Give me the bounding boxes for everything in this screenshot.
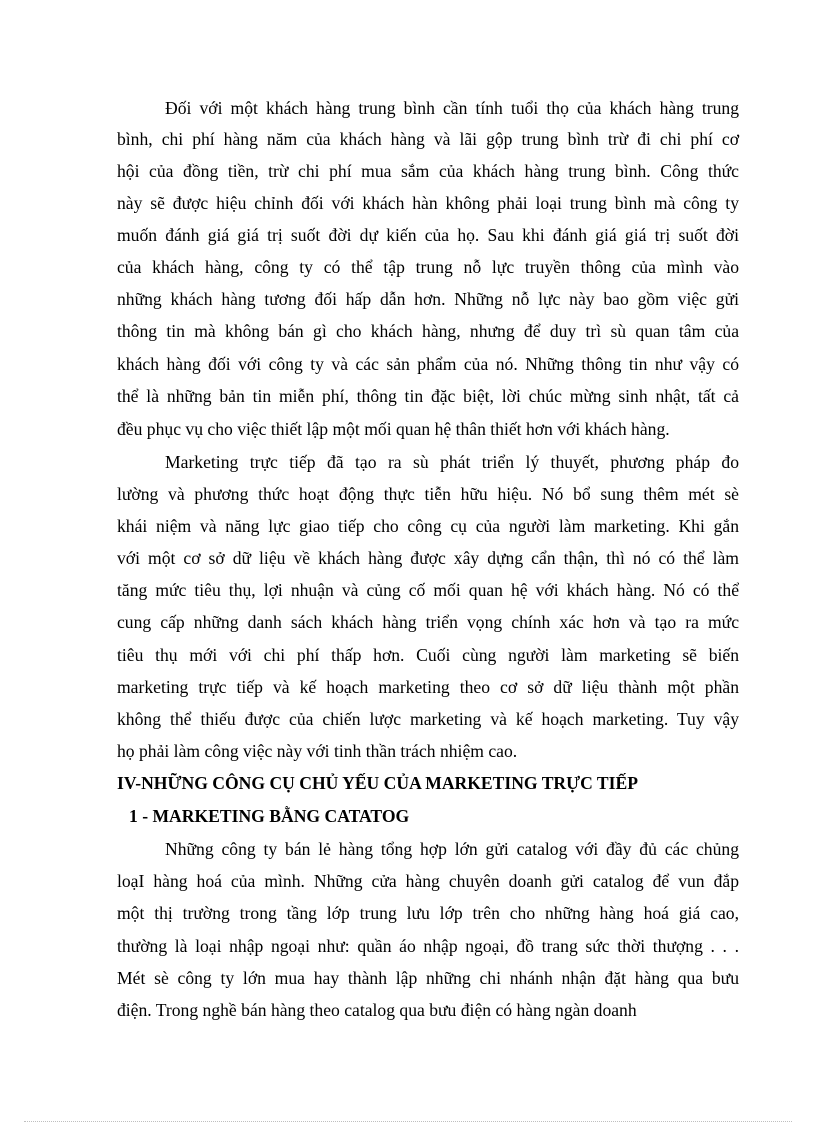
paragraph-3-line-5: Mét sè công ty lớn mua hay thành lập những chi nhánh nhận đặt hàng qua bưu — [117, 968, 739, 988]
paragraph-3-line-6: điện. Trong nghề bán hàng theo catalog qua bưu điện có hàng ngàn doanh — [117, 1000, 637, 1020]
section-heading: IV-NHỮNG CÔNG CỤ CHỦ YẾU CỦA MARKETING TRỰC TIẾP — [117, 773, 638, 793]
paragraph-3-line-4: thường là loại nhập ngoại như: quần áo nhập ngoại, đồ trang sức thời thượng . . . — [117, 936, 739, 956]
paragraph-1-line-10: thể là những bản tin miễn phí, thông tin đặc biệt, lời chúc mừng sinh nhật, tất cả — [117, 386, 739, 406]
paragraph-2-line-2: lường và phương thức hoạt động thực tiễn hữu hiệu. Nó bổ sung thêm mét sè — [117, 484, 739, 504]
paragraph-3-line-3: một thị trường trong tầng lớp trung lưu lớp trên cho những hàng hoá giá cao, — [117, 903, 739, 923]
page-bottom-divider — [24, 1121, 792, 1122]
paragraph-1-line-1: Đối với một khách hàng trung bình cần tính tuổi thọ của khách hàng trung — [165, 98, 739, 118]
paragraph-1-line-5: muốn đánh giá giá trị suốt đời dự kiến của họ. Sau khi đánh giá giá trị suốt đời — [117, 225, 739, 245]
paragraph-3-line-2: loạI hàng hoá của mình. Những cửa hàng chuyên doanh gửi catalog để vun đắp — [117, 871, 739, 891]
paragraph-2-line-8: marketing trực tiếp và kế hoạch marketing theo cơ sở dữ liệu thành một phần — [117, 677, 739, 697]
paragraph-2-line-9: không thể thiếu được của chiến lược marketing và kế hoạch marketing. Tuy vậy — [117, 709, 739, 729]
paragraph-1-line-4: này sẽ được hiệu chỉnh đối với khách hàn không phải loại trung bình mà công ty — [117, 193, 739, 213]
paragraph-2-line-10: họ phải làm công việc này với tinh thần trách nhiệm cao. — [117, 741, 518, 761]
paragraph-2-line-3: khái niệm và năng lực giao tiếp cho công cụ của người làm marketing. Khi gắn — [117, 516, 739, 536]
paragraph-2-line-7: tiêu thụ mới với chi phí thấp hơn. Cuối cùng người làm marketing sẽ biến — [117, 645, 739, 665]
paragraph-2-line-4: với một cơ sở dữ liệu về khách hàng được xây dựng cẩn thận, thì nó có thể làm — [117, 548, 739, 568]
paragraph-2-line-6: cung cấp những danh sách khách hàng triển vọng chính xác hơn và tạo ra mức — [117, 612, 739, 632]
paragraph-2-line-1: Marketing trực tiếp đã tạo ra sù phát triển lý thuyết, phương pháp đo — [165, 452, 739, 472]
paragraph-1-line-3: hội của đồng tiền, trừ chi phí mua sắm của khách hàng trung bình. Công thức — [117, 161, 739, 181]
paragraph-1-line-11: đều phục vụ cho việc thiết lập một mối quan hệ thân thiết hơn với khách hàng. — [117, 419, 670, 439]
paragraph-1-line-7: những khách hàng tương đối hấp dẫn hơn. Những nỗ lực này bao gồm việc gửi — [117, 289, 739, 309]
paragraph-1-line-2: bình, chi phí hàng năm của khách hàng và lãi gộp trung bình trừ đi chi phí cơ — [117, 129, 739, 149]
paragraph-1-line-8: thông tin mà không bán gì cho khách hàng, nhưng để duy trì sù quan tâm của — [117, 321, 739, 341]
paragraph-1-line-9: khách hàng đối với công ty và các sản phẩm của nó. Những thông tin như vậy có — [117, 354, 739, 374]
paragraph-1-line-6: của khách hàng, công ty có thể tập trung nỗ lực truyền thông của mình vào — [117, 257, 739, 277]
subsection-heading: 1 - MARKETING BẰNG CATATOG — [129, 806, 410, 826]
paragraph-3-line-1: Những công ty bán lẻ hàng tổng hợp lớn gửi catalog với đầy đủ các chủng — [165, 839, 739, 859]
paragraph-2-line-5: tăng mức tiêu thụ, lợi nhuận và củng cố mối quan hệ với khách hàng. Nó có thể — [117, 580, 739, 600]
